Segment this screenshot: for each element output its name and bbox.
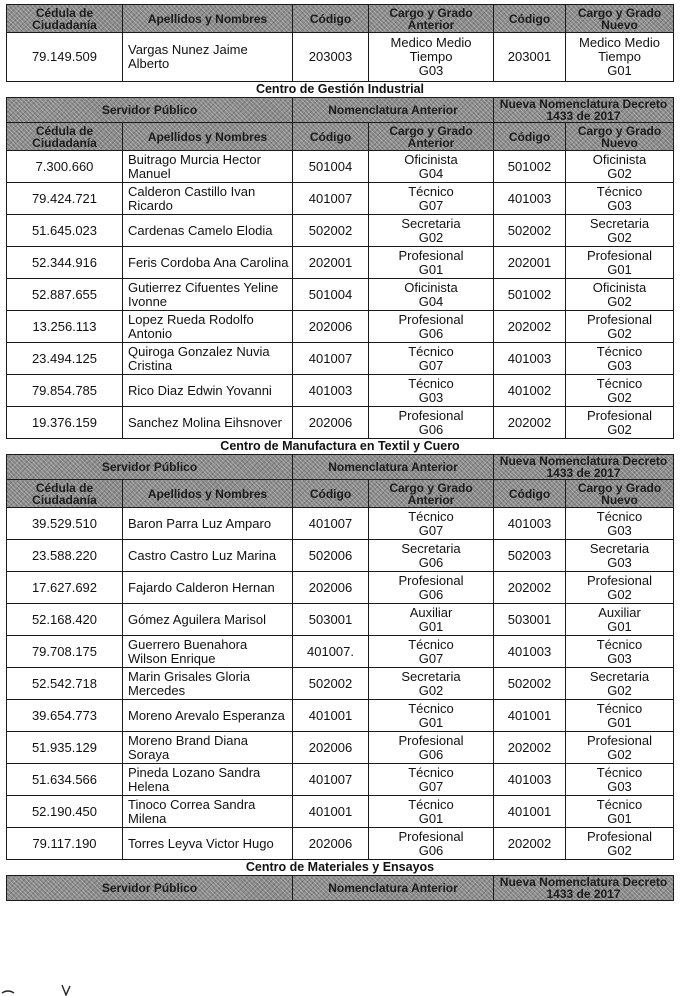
- group-nomenclatura-anterior: Nomenclatura Anterior: [293, 455, 494, 480]
- cell-cargo-nuevo: [566, 604, 674, 636]
- group-nueva-nomenclatura: Nueva Nomenclatura Decreto 1433 de 2017: [494, 876, 674, 901]
- cell-cargo-anterior: [369, 247, 494, 279]
- cell-cargo-anterior: [369, 151, 494, 183]
- cell-nombre: Pineda Lozano Sandra Helena: [123, 764, 293, 796]
- cargo-text: Técnico: [408, 375, 454, 391]
- cargo-text: Técnico: [408, 764, 454, 780]
- group-nueva-nomenclatura: Nueva Nomenclatura Decreto 1433 de 2017: [494, 98, 674, 123]
- header-codigo: Código: [293, 5, 369, 33]
- cell-nombre: Rico Diaz Edwin Yovanni: [123, 375, 293, 407]
- cell-cargo-nuevo: [566, 828, 674, 860]
- cell-cargo-anterior: [369, 343, 494, 375]
- grado-text: G06: [418, 325, 444, 341]
- grado-text: G01: [418, 810, 444, 826]
- header-codigo: Código: [293, 123, 369, 151]
- cell-cargo-anterior: [369, 668, 494, 700]
- cell-cargo-nuevo: [566, 572, 674, 604]
- cell-cedula: 17.627.692: [7, 572, 123, 604]
- section-title-row: [7, 439, 674, 455]
- cell-cargo-anterior: [369, 508, 494, 540]
- table-row: [7, 343, 674, 375]
- cargo-text: Técnico: [596, 343, 643, 359]
- header-cedula: Cédula de Ciudadanía: [7, 480, 123, 508]
- cell-cedula: 52.887.655: [7, 279, 123, 311]
- cell-codigo-nuevo: 401003: [494, 343, 566, 375]
- cargo-text: Técnico: [596, 636, 643, 652]
- grado-text: G03: [607, 522, 632, 538]
- cell-codigo-anterior: 502002: [293, 215, 369, 247]
- cargo-text: Secretaria: [401, 215, 461, 231]
- header-cedula: Cédula de Ciudadanía: [7, 5, 123, 33]
- cell-cargo-anterior: [369, 279, 494, 311]
- table-row: [7, 764, 674, 796]
- cell-cargo-anterior: [369, 215, 494, 247]
- cell-cargo-nuevo: [566, 508, 674, 540]
- cell-codigo-anterior: 202006: [293, 311, 369, 343]
- cell-codigo-nuevo: 401003: [494, 636, 566, 668]
- cell-codigo-nuevo: 401003: [494, 508, 566, 540]
- cell-codigo-nuevo: 203001: [494, 33, 566, 82]
- cell-cedula: 51.935.129: [7, 732, 123, 764]
- cell-cargo-nuevo: [566, 151, 674, 183]
- cell-cedula: 52.168.420: [7, 604, 123, 636]
- cargo-text: Técnico: [596, 764, 643, 780]
- cell-cedula: 79.854.785: [7, 375, 123, 407]
- cargo-text: Oficinista: [592, 151, 647, 167]
- cell-cargo-nuevo: [566, 636, 674, 668]
- cargo-text: Oficinista: [404, 279, 458, 295]
- scan-mark-bottom: [0, 983, 120, 996]
- header-codigo-nuevo: Código: [494, 480, 566, 508]
- cell-cargo-anterior: [369, 407, 494, 439]
- cell-nombre: Baron Parra Luz Amparo: [123, 508, 293, 540]
- cargo-text: Profesional: [398, 828, 464, 844]
- cell-cargo-anterior: [369, 311, 494, 343]
- cell-codigo-anterior: 401007: [293, 508, 369, 540]
- grado-text: G06: [418, 554, 444, 570]
- cell-cedula: 23.494.125: [7, 343, 123, 375]
- cell-codigo-nuevo: 202001: [494, 247, 566, 279]
- table-row: [7, 540, 674, 572]
- grado-text: G02: [607, 421, 632, 437]
- cargo-text: Medico Medio Tiempo: [579, 35, 660, 64]
- grado-text: G07: [418, 650, 444, 666]
- cell-codigo-anterior: 501004: [293, 151, 369, 183]
- cargo-text: Técnico: [408, 183, 454, 199]
- grado-text: G01: [607, 618, 632, 634]
- table-row: [7, 700, 674, 732]
- cargo-text: Oficinista: [592, 279, 647, 295]
- section-title: Centro de Materiales y Ensayos: [7, 860, 674, 876]
- table-row: [7, 407, 674, 439]
- cargo-text: Técnico: [596, 700, 643, 716]
- cargo-text: Técnico: [408, 343, 454, 359]
- cell-cargo-anterior: [369, 572, 494, 604]
- table-row: [7, 572, 674, 604]
- group-nomenclatura-anterior: Nomenclatura Anterior: [293, 876, 494, 901]
- cell-nombre: Fajardo Calderon Hernan: [123, 572, 293, 604]
- cargo-text: Profesional: [586, 247, 653, 263]
- grado-text: G02: [607, 389, 632, 405]
- grado-text: G06: [418, 421, 444, 437]
- table-row: [7, 33, 674, 82]
- table-row: [7, 508, 674, 540]
- cell-cedula: 52.344.916: [7, 247, 123, 279]
- cell-codigo-nuevo: 501002: [494, 151, 566, 183]
- grado-text: G07: [418, 522, 444, 538]
- cell-cargo-nuevo: [566, 540, 674, 572]
- table-row: [7, 279, 674, 311]
- cargo-text: Profesional: [398, 407, 464, 423]
- cell-codigo-anterior: 202001: [293, 247, 369, 279]
- cargo-text: Técnico: [596, 508, 643, 524]
- grado-text: G03: [607, 197, 632, 213]
- cell-cargo-anterior: [369, 183, 494, 215]
- grado-text: G04: [418, 293, 444, 309]
- cell-codigo-nuevo: 502002: [494, 668, 566, 700]
- cargo-text: Técnico: [408, 508, 454, 524]
- cell-nombre: Moreno Brand Diana Soraya: [123, 732, 293, 764]
- cargo-text: Técnico: [596, 375, 643, 391]
- cell-cedula: 39.529.510: [7, 508, 123, 540]
- cargo-text: Técnico: [596, 796, 643, 812]
- cell-cargo-nuevo: [566, 279, 674, 311]
- cell-codigo-nuevo: 202002: [494, 828, 566, 860]
- grado-text: G01: [418, 261, 444, 277]
- table-row: [7, 828, 674, 860]
- cell-cargo-anterior: [369, 604, 494, 636]
- cell-nombre: Calderon Castillo Ivan Ricardo: [123, 183, 293, 215]
- cargo-text: Profesional: [586, 311, 653, 327]
- header-apellidos: Apellidos y Nombres: [123, 123, 293, 151]
- grado-text: G02: [607, 325, 632, 341]
- cargo-text: Profesional: [398, 247, 464, 263]
- table-row: [7, 183, 674, 215]
- cell-cedula: 79.149.509: [7, 33, 123, 82]
- cargo-text: Profesional: [398, 732, 464, 748]
- cell-codigo-anterior: 401003: [293, 375, 369, 407]
- grado-text: G01: [607, 714, 632, 730]
- header-codigo: Código: [293, 480, 369, 508]
- header-cargo-nuevo: Cargo y Grado Nuevo: [566, 123, 674, 151]
- grado-text: G03: [607, 650, 632, 666]
- cell-codigo-nuevo: 401003: [494, 764, 566, 796]
- grado-text: G01: [607, 810, 632, 826]
- cell-codigo-nuevo: 202002: [494, 407, 566, 439]
- grado-text: G02: [607, 229, 632, 245]
- document-page: [6, 4, 673, 901]
- cargo-text: Profesional: [586, 732, 653, 748]
- group-header-row: [7, 98, 674, 123]
- cell-cedula: 23.588.220: [7, 540, 123, 572]
- cargo-text: Profesional: [398, 572, 464, 588]
- cell-cargo-anterior: [369, 540, 494, 572]
- cell-cedula: 51.634.566: [7, 764, 123, 796]
- cell-cedula: 13.256.113: [7, 311, 123, 343]
- cell-cargo-nuevo: [566, 215, 674, 247]
- cell-cedula: 79.424.721: [7, 183, 123, 215]
- grado-text: G01: [607, 63, 632, 78]
- cell-nombre: Guerrero Buenahora Wilson Enrique: [123, 636, 293, 668]
- column-header-row: [7, 5, 674, 33]
- cell-cargo-anterior: [369, 375, 494, 407]
- grado-text: G01: [418, 618, 444, 634]
- cell-codigo-anterior: 202006: [293, 407, 369, 439]
- cargo-text: Técnico: [596, 183, 643, 199]
- cell-codigo-anterior: 202006: [293, 732, 369, 764]
- personnel-table: [6, 4, 674, 901]
- grado-text: G03: [418, 63, 444, 78]
- cell-cedula: 79.117.190: [7, 828, 123, 860]
- header-cargo-anterior: Cargo y Grado Anterior: [369, 123, 494, 151]
- cargo-text: Auxiliar: [598, 604, 641, 620]
- grado-text: G02: [607, 746, 632, 762]
- cell-cargo-nuevo: [566, 764, 674, 796]
- grado-text: G07: [418, 778, 444, 794]
- cell-codigo-anterior: 401007: [293, 183, 369, 215]
- table-row: [7, 375, 674, 407]
- grado-text: G06: [418, 586, 444, 602]
- cargo-text: Secretaria: [589, 540, 650, 556]
- cell-cargo-nuevo: [566, 247, 674, 279]
- cell-cargo-anterior: [369, 700, 494, 732]
- table-row: [7, 732, 674, 764]
- cargo-text: Profesional: [586, 407, 653, 423]
- cell-cedula: 52.542.718: [7, 668, 123, 700]
- table-row: [7, 311, 674, 343]
- grado-text: G03: [418, 389, 444, 405]
- header-codigo-nuevo: Código: [494, 5, 566, 33]
- cell-codigo-anterior: 401001: [293, 700, 369, 732]
- table-row: [7, 796, 674, 828]
- grado-text: G04: [418, 165, 444, 181]
- cell-codigo-anterior: 502002: [293, 668, 369, 700]
- cell-cargo-anterior: [369, 828, 494, 860]
- cell-codigo-nuevo: 202002: [494, 732, 566, 764]
- grado-text: G02: [607, 586, 632, 602]
- grado-text: G06: [418, 746, 444, 762]
- grado-text: G01: [607, 261, 632, 277]
- grado-text: G03: [607, 357, 632, 373]
- cell-nombre: Tinoco Correa Sandra Milena: [123, 796, 293, 828]
- table-row: [7, 247, 674, 279]
- cargo-text: Técnico: [408, 700, 454, 716]
- cell-cedula: 19.376.159: [7, 407, 123, 439]
- cell-codigo-nuevo: 503001: [494, 604, 566, 636]
- header-cedula: Cédula de Ciudadanía: [7, 123, 123, 151]
- cell-nombre: Castro Castro Luz Marina: [123, 540, 293, 572]
- cell-nombre: Buitrago Murcia Hector Manuel: [123, 151, 293, 183]
- cargo-text: Técnico: [408, 636, 454, 652]
- cell-cargo-anterior: [369, 796, 494, 828]
- cell-nombre: Quiroga Gonzalez Nuvia Cristina: [123, 343, 293, 375]
- cell-codigo-anterior: 502006: [293, 540, 369, 572]
- cell-codigo-nuevo: 401003: [494, 183, 566, 215]
- section-title-row: [7, 82, 674, 98]
- cell-cargo-nuevo: [566, 732, 674, 764]
- cell-codigo-anterior: 401007.: [293, 636, 369, 668]
- cell-cargo-anterior: [369, 764, 494, 796]
- cell-nombre: Gutierrez Cifuentes Yeline Ivonne: [123, 279, 293, 311]
- table-row: [7, 604, 674, 636]
- column-header-row: [7, 123, 674, 151]
- grado-text: G02: [607, 842, 632, 858]
- section-title: Centro de Gestión Industrial: [7, 82, 674, 98]
- table-body: [7, 5, 674, 901]
- cell-codigo-anterior: 401007: [293, 764, 369, 796]
- cargo-text: Secretaria: [589, 215, 650, 231]
- header-codigo-nuevo: Código: [494, 123, 566, 151]
- cell-cargo-nuevo: [566, 311, 674, 343]
- table-row: [7, 636, 674, 668]
- column-header-row: [7, 480, 674, 508]
- cell-codigo-anterior: 202006: [293, 572, 369, 604]
- table-row: [7, 668, 674, 700]
- grado-text: G01: [418, 714, 444, 730]
- section-title: Centro de Manufactura en Textil y Cuero: [7, 439, 674, 455]
- header-apellidos: Apellidos y Nombres: [123, 480, 293, 508]
- cell-codigo-nuevo: 202002: [494, 311, 566, 343]
- cell-cedula: 7.300.660: [7, 151, 123, 183]
- cell-cedula: 52.190.450: [7, 796, 123, 828]
- cargo-text: Profesional: [398, 311, 464, 327]
- grado-text: G02: [418, 682, 444, 698]
- table-row: [7, 151, 674, 183]
- cargo-text: Auxiliar: [409, 604, 453, 620]
- cell-nombre: Sanchez Molina Eihsnover: [123, 407, 293, 439]
- cell-codigo-nuevo: 502002: [494, 215, 566, 247]
- cell-codigo-anterior: 401007: [293, 343, 369, 375]
- cell-cargo-anterior: [369, 732, 494, 764]
- group-header-row: [7, 876, 674, 901]
- cell-nombre: Feris Cordoba Ana Carolina: [123, 247, 293, 279]
- header-apellidos: Apellidos y Nombres: [123, 5, 293, 33]
- cell-nombre: Torres Leyva Victor Hugo: [123, 828, 293, 860]
- grado-text: G03: [607, 554, 632, 570]
- cell-codigo-anterior: 203003: [293, 33, 369, 82]
- cell-cargo-nuevo: [566, 343, 674, 375]
- grado-text: G07: [418, 357, 444, 373]
- group-nomenclatura-anterior: Nomenclatura Anterior: [293, 98, 494, 123]
- grado-text: G02: [418, 229, 444, 245]
- cell-codigo-nuevo: 401001: [494, 796, 566, 828]
- cargo-text: Secretaria: [401, 668, 461, 684]
- group-header-row: [7, 455, 674, 480]
- cell-nombre: Moreno Arevalo Esperanza: [123, 700, 293, 732]
- cell-cedula: 51.645.023: [7, 215, 123, 247]
- group-servidor-publico: Servidor Público: [7, 455, 293, 480]
- group-nueva-nomenclatura: Nueva Nomenclatura Decreto 1433 de 2017: [494, 455, 674, 480]
- cell-codigo-anterior: 503001: [293, 604, 369, 636]
- cell-codigo-nuevo: 401002: [494, 375, 566, 407]
- cell-codigo-anterior: 202006: [293, 828, 369, 860]
- cargo-text: Profesional: [586, 828, 653, 844]
- cell-cargo-nuevo: [566, 183, 674, 215]
- cell-nombre: Lopez Rueda Rodolfo Antonio: [123, 311, 293, 343]
- cargo-text: Secretaria: [401, 540, 461, 556]
- grado-text: G02: [607, 682, 632, 698]
- cell-cedula: 39.654.773: [7, 700, 123, 732]
- cell-nombre: Cardenas Camelo Elodia: [123, 215, 293, 247]
- header-cargo-anterior: Cargo y Grado Anterior: [369, 480, 494, 508]
- cell-nombre: Marin Grisales Gloria Mercedes: [123, 668, 293, 700]
- grado-text: G06: [418, 842, 444, 858]
- cell-codigo-nuevo: 401001: [494, 700, 566, 732]
- cell-cargo-nuevo: [566, 796, 674, 828]
- cell-cargo-nuevo: [566, 375, 674, 407]
- cell-cargo-nuevo: [566, 668, 674, 700]
- cell-cargo-nuevo: [566, 407, 674, 439]
- cargo-text: Técnico: [408, 796, 454, 812]
- cell-codigo-anterior: 401001: [293, 796, 369, 828]
- group-servidor-publico: Servidor Público: [7, 876, 293, 901]
- cell-cargo-nuevo: [566, 700, 674, 732]
- cargo-text: Oficinista: [404, 151, 458, 167]
- cell-cargo-anterior: [369, 33, 494, 82]
- header-cargo-nuevo: Cargo y Grado Nuevo: [566, 5, 674, 33]
- grado-text: G02: [607, 165, 632, 181]
- cell-cargo-nuevo: [566, 33, 674, 82]
- cell-nombre: Vargas Nunez Jaime Alberto: [123, 33, 293, 82]
- table-row: [7, 215, 674, 247]
- cell-nombre: Gómez Aguilera Marisol: [123, 604, 293, 636]
- cell-codigo-nuevo: 501002: [494, 279, 566, 311]
- cell-cargo-anterior: [369, 636, 494, 668]
- cell-codigo-nuevo: 502003: [494, 540, 566, 572]
- cargo-text: Secretaria: [589, 668, 650, 684]
- header-cargo-anterior: Cargo y Grado Anterior: [369, 5, 494, 33]
- cell-codigo-anterior: 501004: [293, 279, 369, 311]
- group-servidor-publico: Servidor Público: [7, 98, 293, 123]
- grado-text: G07: [418, 197, 444, 213]
- grado-text: G03: [607, 778, 632, 794]
- cargo-text: Profesional: [586, 572, 653, 588]
- cargo-text: Medico Medio Tiempo: [390, 35, 472, 64]
- header-cargo-nuevo: Cargo y Grado Nuevo: [566, 480, 674, 508]
- cell-cedula: 79.708.175: [7, 636, 123, 668]
- section-title-row: [7, 860, 674, 876]
- cell-codigo-nuevo: 202002: [494, 572, 566, 604]
- grado-text: G02: [607, 293, 632, 309]
